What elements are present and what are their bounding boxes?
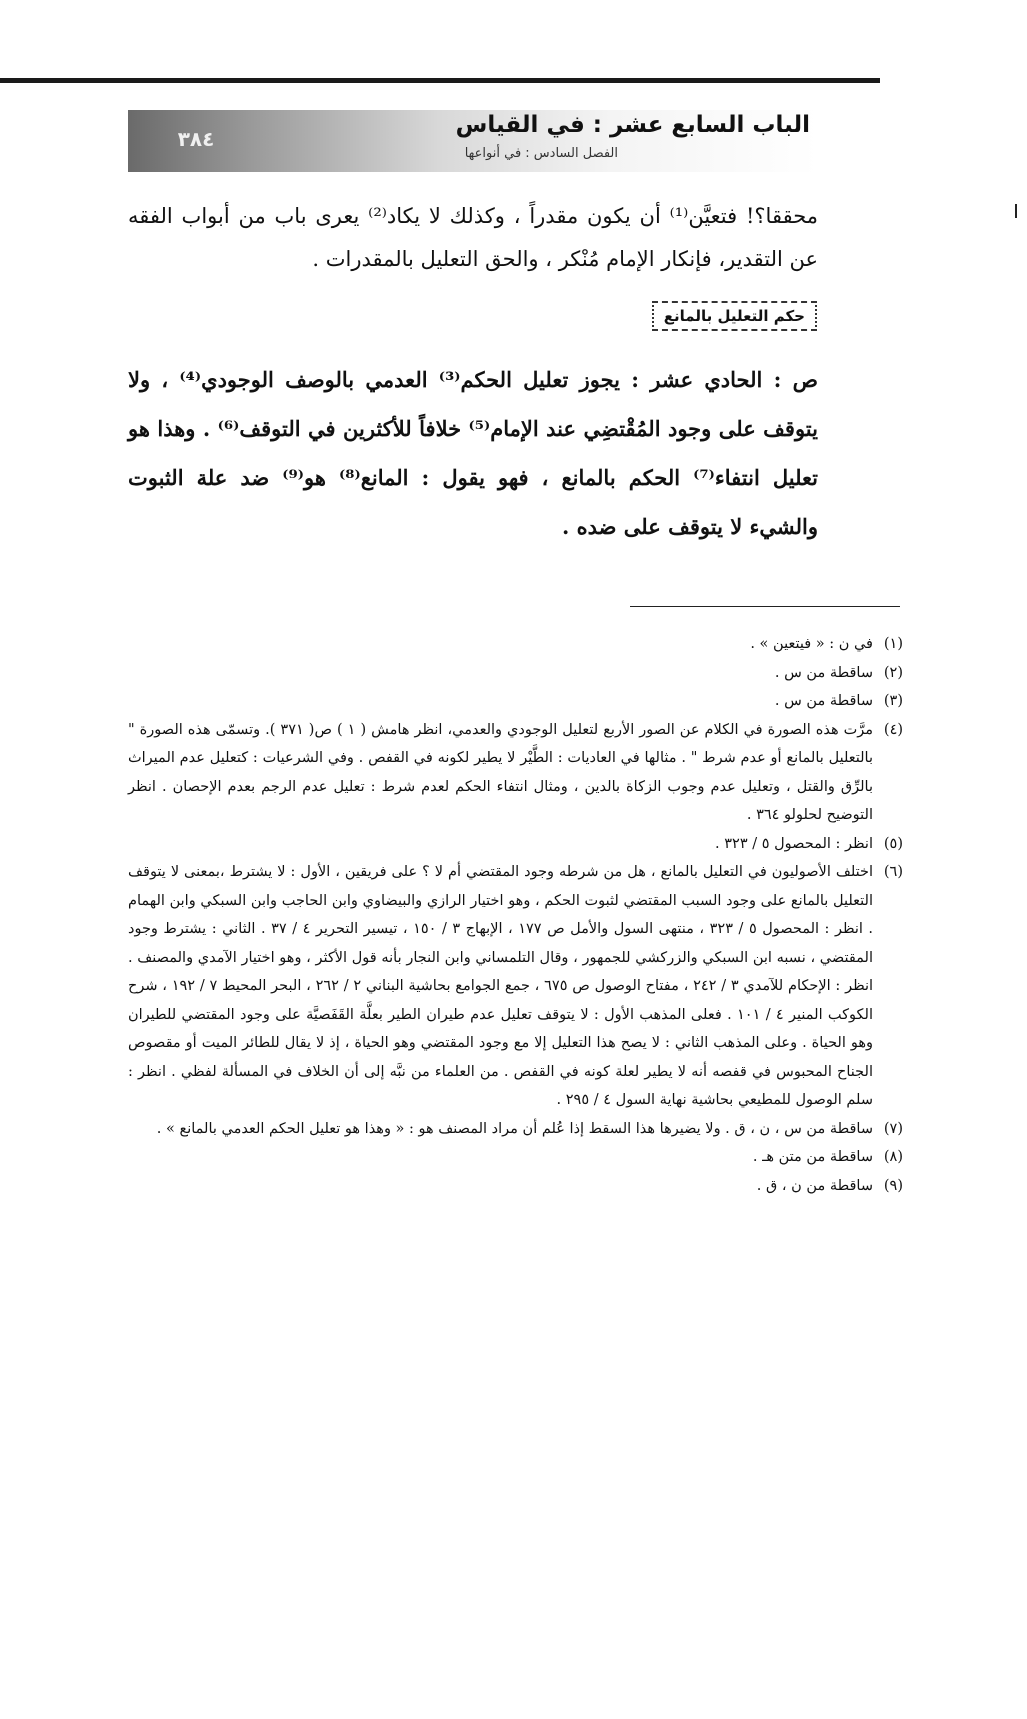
footnote-number: (٩) — [883, 1177, 903, 1194]
running-header — [128, 110, 818, 172]
footnote-number: (٢) — [883, 664, 903, 681]
footnote-separator — [630, 606, 900, 607]
footnote-number: (٥) — [883, 835, 903, 852]
footnote-text: ساقطة من س . — [774, 693, 873, 709]
footnote-number: (٦) — [883, 864, 903, 880]
footnote-number: (٣) — [883, 693, 903, 709]
footnotes — [128, 630, 903, 1200]
footnote — [128, 830, 903, 859]
footnote-text: ساقطة من س ، ن ، ق . ولا يضيرها هذا السقط إذا عُلم أن مراد المصنف هو : « وهذا هو تعليل الحكم العدمي بالمانع » . — [156, 1120, 873, 1137]
side-heading: حكم التعليل بالمانع — [652, 301, 817, 331]
footnote-text: مرَّت هذه الصورة في الكلام عن الصور الأربع لتعليل الوجودي والعدمي، انظر هامش ( ١ ) ص( ٣٧١ ). وتسمّى هذه الصورة " بالتعليل بالمانع أو عدم شرط " . مثالها في العاديات : الطَّيْر لا يطير لكونه في القفص . وفي الشرعيات : كتعليل عدم الميراث بالرِّق والقتل ، وتعليل عدم وجوب الزكاة بالدين ، ومثال انتفاء الحكم لعدم شرط : تعليل عدم الرجم بعدم الإحصان . انظر التوضيح لحلولو ٣٦٤ . — [128, 721, 874, 823]
footnote — [128, 1115, 903, 1144]
footnote — [128, 630, 903, 659]
footnote-text: ساقطة من س . — [774, 664, 873, 681]
footnote — [128, 659, 903, 688]
footnote-text: ساقطة من متن هـ . — [752, 1149, 873, 1165]
main-text — [128, 195, 818, 281]
footnote-text: في ن : « فيتعين » . — [750, 636, 873, 652]
footnote-text: اختلف الأصوليون في التعليل بالمانع ، هل من شرطه وجود المقتضي أم لا ؟ على فريقين ، الأول : لا يشترط ،بمعنى لا يتوقف التعليل بالمانع على وجود السبب المقتضي لثبوت الحكم ، وهو اختيار الرازي والبيضاوي وابن الحاجب وابن السبكي وابن الهمام . انظر : المحصول ٥ / ٣٢٣ ، منتهى السول والأمل ص ١٧٧ ، الإبهاج ٣ / ١٥٠ ، تيسير التحرير ٤ / ٣٧ . الثاني : يشترط وجود المقتضي ، نسبه ابن السبكي والزركشي للجمهور ، وقال التلمساني وابن النجار بأنه قول الأكثر ، وهو اختيار الآمدي والمصنف . انظر : الإحكام للآمدي ٣ / ٢٤٢ ، مفتاح الوصول ص ٦٧٥ ، جمع الجوامع بحاشية البناني ٢ / ٢٦٢ ، البحر المحيط ٧ / ١٩٢ ، شرح الكوكب المنير ٤ / ١٠١ . فعلى المذهب الأول : لا يتوقف تعليل عدم طيران الطير بعلَّة القَفَصيَّة على وجود المقتضي للطيران وهو الحياة . وعلى المذهب الثاني : لا يصح هذا التعليل إلا مع وجود المقتضي وهو الحياة ، إذ لا يقال للطائر الميت أو مقصوص الجناح المحبوس في قفصه أنه لا يطير لعلة كونه في القفص . من العلماء من نبَّه إلى أن الخلاف في المسألة لفظي . انظر : سلم الوصول للمطيعي بحاشية نهاية السول ٤ / ٢٩٥ . — [128, 864, 874, 1108]
rule-paragraph: ص : الحادي عشر : يجوز تعليل الحكم⁽³⁾ العدمي بالوصف الوجودي⁽⁴⁾ ، ولا يتوقف على وجود المُقْتضِي عند الإمام⁽⁵⁾ خلافاً للأكثرين في التوقف⁽⁶⁾ . وهذا هو تعليل انتفاء⁽⁷⁾ الحكم بالمانع ، فهو يقول : المانع⁽⁸⁾ هو⁽⁹⁾ ضد علة الثبوت والشيء لا يتوقف على ضده . — [128, 367, 819, 539]
footnote — [128, 1172, 903, 1201]
footnote-number: (٧) — [883, 1120, 903, 1137]
section-subtitle: الفصل السادس : في أنواعها — [464, 146, 618, 161]
footnote-number: (٤) — [883, 721, 904, 738]
body-paragraph: محققا؟! فتعيَّن⁽¹⁾ أن يكون مقدراً ، وكذلك لا يكاد⁽²⁾ يعرى باب من أبواب الفقه عن التقدير، فإنكار الإمام مُنْكر ، والحق التعليل بالمقدرات . — [128, 204, 818, 271]
footnote-text: انظر : المحصول ٥ / ٣٢٣ . — [715, 835, 873, 852]
footnote — [128, 1143, 903, 1172]
footnote-number: (١) — [883, 636, 903, 652]
footnote — [128, 716, 903, 830]
top-rule — [0, 78, 880, 83]
edge-mark — [1015, 204, 1017, 218]
footnote — [128, 858, 903, 1115]
page-number: ٣٨٤ — [177, 127, 215, 151]
rule-text — [128, 355, 818, 551]
chapter-title: الباب السابع عشر : في القياس — [455, 112, 810, 138]
footnote-number: (٨) — [883, 1149, 903, 1165]
footnote-text: ساقطة من ن ، ق . — [756, 1177, 873, 1194]
footnote — [128, 687, 903, 716]
